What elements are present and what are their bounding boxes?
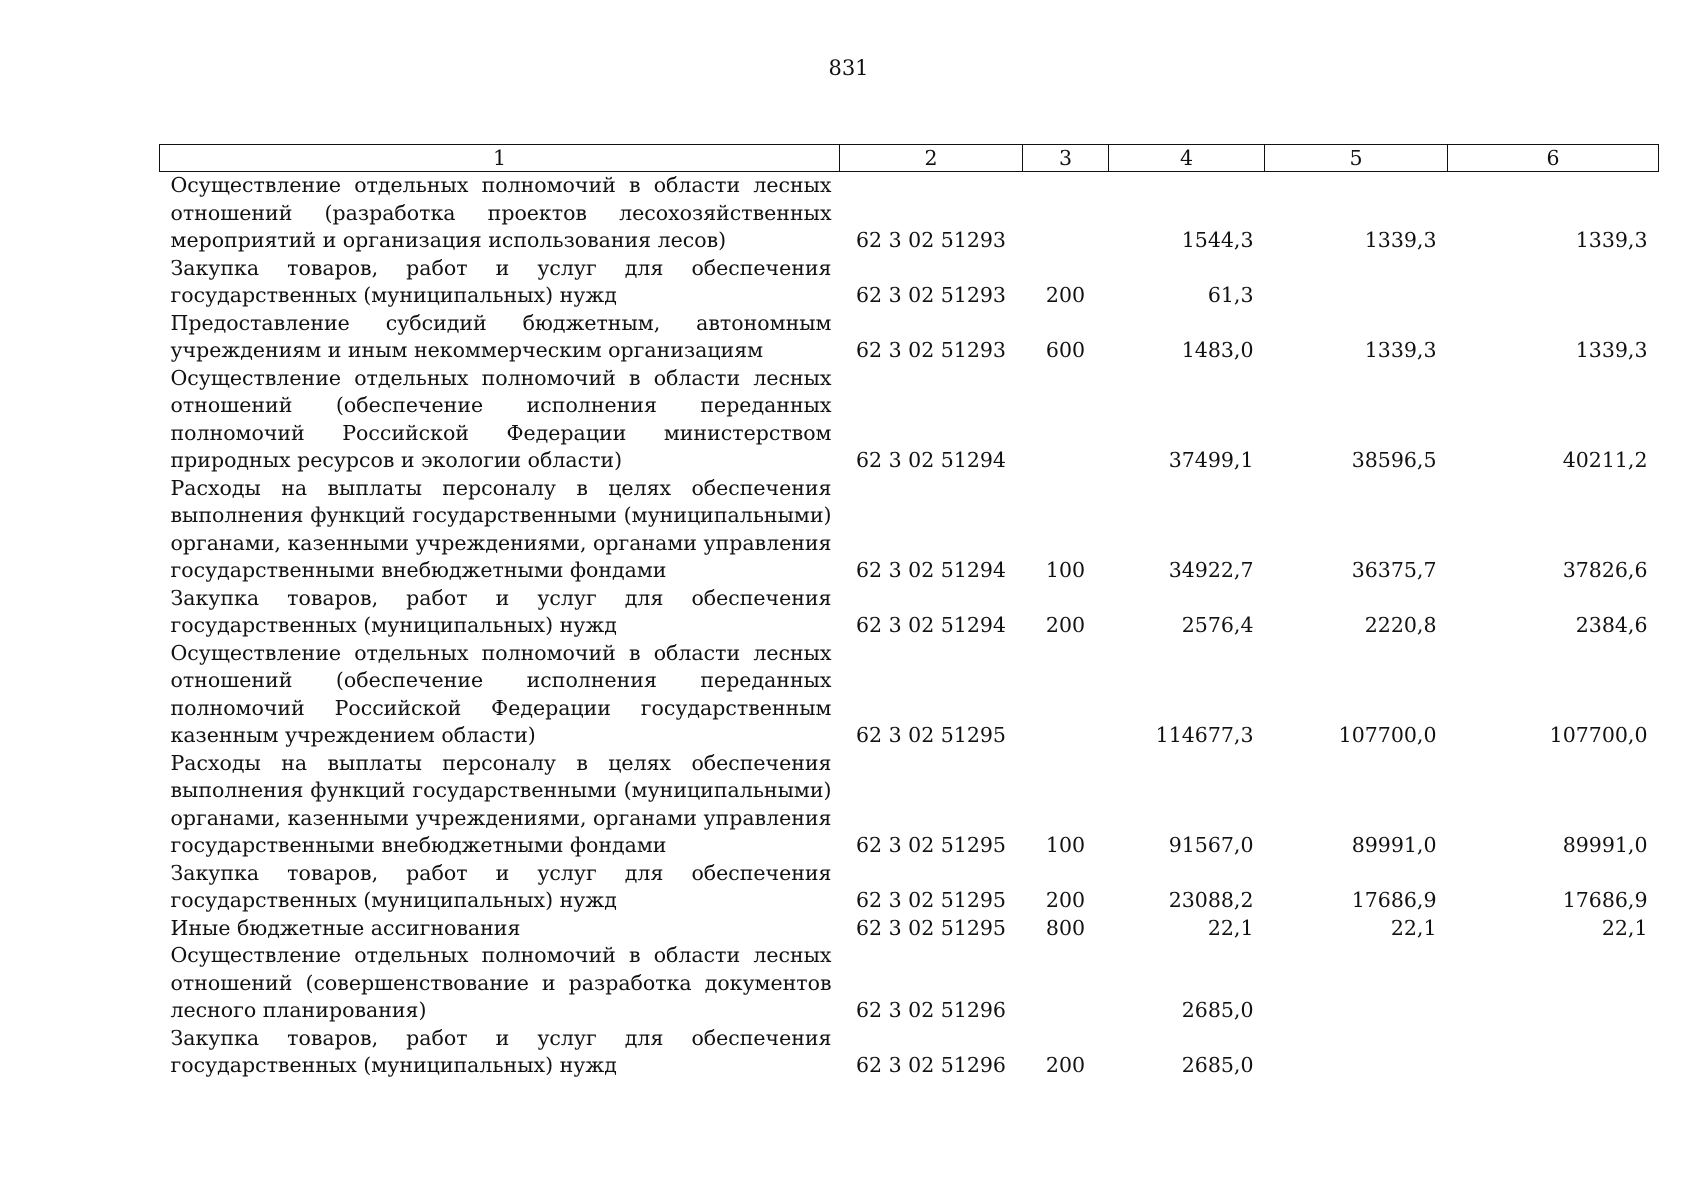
row-expense-type: 600	[1045, 338, 1086, 362]
row-amount-col6: 37826,6	[1562, 558, 1648, 582]
row-description: Иные бюджетные ассигнования	[170, 915, 521, 940]
row-expense-type: 800	[1045, 915, 1086, 940]
row-amount-col4: 34922,7	[1168, 558, 1254, 582]
row-amount-col5	[1265, 255, 1448, 310]
row-target-code: 62 3 02 51295	[856, 915, 1006, 940]
row-expense-type	[1023, 172, 1109, 255]
row-amount-col5: 107700,0	[1338, 723, 1437, 747]
row-amount-col5: 2220,8	[1364, 613, 1437, 637]
row-target-code: 62 3 02 51296	[856, 1053, 1006, 1077]
table-row	[160, 860, 1659, 915]
row-amount-col4: 114677,3	[1155, 723, 1254, 747]
row-target-code: 62 3 02 51295	[856, 888, 1006, 912]
row-amount-col6: 40211,2	[1562, 448, 1648, 472]
row-target-code: 62 3 02 51294	[856, 448, 1006, 472]
row-expense-type: 100	[1045, 833, 1086, 857]
row-amount-col4: 37499,1	[1168, 448, 1254, 472]
row-amount-col6	[1448, 255, 1659, 310]
row-amount-col4: 2685,0	[1181, 1053, 1254, 1077]
row-amount-col4: 2685,0	[1181, 998, 1254, 1022]
row-amount-col5: 17686,9	[1351, 888, 1437, 912]
row-description: Осуществление отдельных полномочий в области лесных отношений (обеспечение исполнения переданных полномочий Российской Федерации министерством природных ресурсов и экологии области)	[170, 365, 832, 472]
table-row	[160, 915, 1659, 943]
table-header-row	[160, 145, 1659, 172]
column-header-6: 6	[1448, 145, 1659, 172]
table-row	[160, 585, 1659, 640]
table-row	[160, 172, 1659, 255]
table-row	[160, 475, 1659, 585]
table-row	[160, 310, 1659, 365]
row-expense-type: 200	[1045, 888, 1086, 912]
row-expense-type: 200	[1045, 1053, 1086, 1077]
row-amount-col5: 1339,3	[1364, 228, 1437, 252]
row-target-code: 62 3 02 51293	[856, 338, 1006, 362]
table-row	[160, 942, 1659, 1025]
column-header-3: 3	[1023, 145, 1109, 172]
row-description: Расходы на выплаты персоналу в целях обеспечения выполнения функций государственными (муниципальными) органами, казенными учреждениями, органами управления государственными внебюджетными фондами	[170, 750, 832, 857]
row-amount-col5: 36375,7	[1351, 558, 1437, 582]
row-description: Закупка товаров, работ и услуг для обеспечения государственных (муниципальных) нужд	[170, 860, 832, 912]
row-amount-col6: 107700,0	[1549, 723, 1648, 747]
row-target-code: 62 3 02 51294	[856, 558, 1006, 582]
table-row	[160, 365, 1659, 475]
row-description: Расходы на выплаты персоналу в целях обеспечения выполнения функций государственными (муниципальными) органами, казенными учреждениями, органами управления государственными внебюджетными фондами	[170, 475, 832, 582]
row-amount-col6: 1339,3	[1575, 338, 1648, 362]
row-amount-col6	[1448, 1025, 1659, 1080]
page-number: 831	[828, 56, 869, 80]
row-amount-col4: 2576,4	[1181, 613, 1254, 637]
row-amount-col4: 1483,0	[1181, 338, 1254, 362]
row-description: Закупка товаров, работ и услуг для обеспечения государственных (муниципальных) нужд	[170, 255, 832, 307]
row-amount-col5: 38596,5	[1351, 448, 1437, 472]
column-header-4: 4	[1109, 145, 1265, 172]
row-expense-type	[1023, 365, 1109, 475]
row-description: Закупка товаров, работ и услуг для обеспечения государственных (муниципальных) нужд	[170, 585, 832, 637]
row-description: Предоставление субсидий бюджетным, автономным учреждениям и иным некоммерческим организациям	[170, 310, 832, 362]
row-amount-col6	[1448, 942, 1659, 1025]
row-description: Осуществление отдельных полномочий в области лесных отношений (обеспечение исполнения переданных полномочий Российской Федерации государственным казенным учреждением области)	[170, 640, 832, 747]
row-target-code: 62 3 02 51295	[856, 723, 1006, 747]
table-row	[160, 255, 1659, 310]
row-target-code: 62 3 02 51293	[856, 228, 1006, 252]
row-amount-col6: 17686,9	[1562, 888, 1648, 912]
row-amount-col6: 22,1	[1601, 915, 1648, 940]
row-expense-type: 200	[1045, 613, 1086, 637]
row-amount-col6: 89991,0	[1562, 833, 1648, 857]
budget-table	[159, 144, 1659, 1080]
row-amount-col6: 1339,3	[1575, 228, 1648, 252]
row-target-code: 62 3 02 51294	[856, 613, 1006, 637]
table-row	[160, 1025, 1659, 1080]
row-amount-col6: 2384,6	[1575, 613, 1648, 637]
row-amount-col4: 91567,0	[1168, 833, 1254, 857]
row-target-code: 62 3 02 51295	[856, 833, 1006, 857]
row-amount-col5: 1339,3	[1364, 338, 1437, 362]
row-target-code: 62 3 02 51293	[856, 283, 1006, 307]
column-header-1: 1	[160, 145, 840, 172]
row-expense-type	[1023, 640, 1109, 750]
row-amount-col4: 61,3	[1207, 283, 1254, 307]
row-expense-type	[1023, 942, 1109, 1025]
column-header-2: 2	[840, 145, 1023, 172]
row-expense-type: 200	[1045, 283, 1086, 307]
row-description: Осуществление отдельных полномочий в области лесных отношений (совершенствование и разработка документов лесного планирования)	[170, 943, 832, 1022]
table-row	[160, 640, 1659, 750]
row-description: Осуществление отдельных полномочий в области лесных отношений (разработка проектов лесохозяйственных мероприятий и организация использования лесов)	[170, 173, 832, 252]
row-amount-col5: 22,1	[1390, 915, 1437, 940]
row-amount-col4: 1544,3	[1181, 228, 1254, 252]
row-target-code: 62 3 02 51296	[856, 998, 1006, 1022]
row-amount-col5: 89991,0	[1351, 833, 1437, 857]
row-amount-col5	[1265, 1025, 1448, 1080]
row-amount-col4: 23088,2	[1168, 888, 1254, 912]
row-amount-col4: 22,1	[1207, 915, 1254, 940]
row-amount-col5	[1265, 942, 1448, 1025]
row-description: Закупка товаров, работ и услуг для обеспечения государственных (муниципальных) нужд	[170, 1025, 832, 1077]
row-expense-type: 100	[1045, 558, 1086, 582]
table-row	[160, 750, 1659, 860]
column-header-5: 5	[1265, 145, 1448, 172]
